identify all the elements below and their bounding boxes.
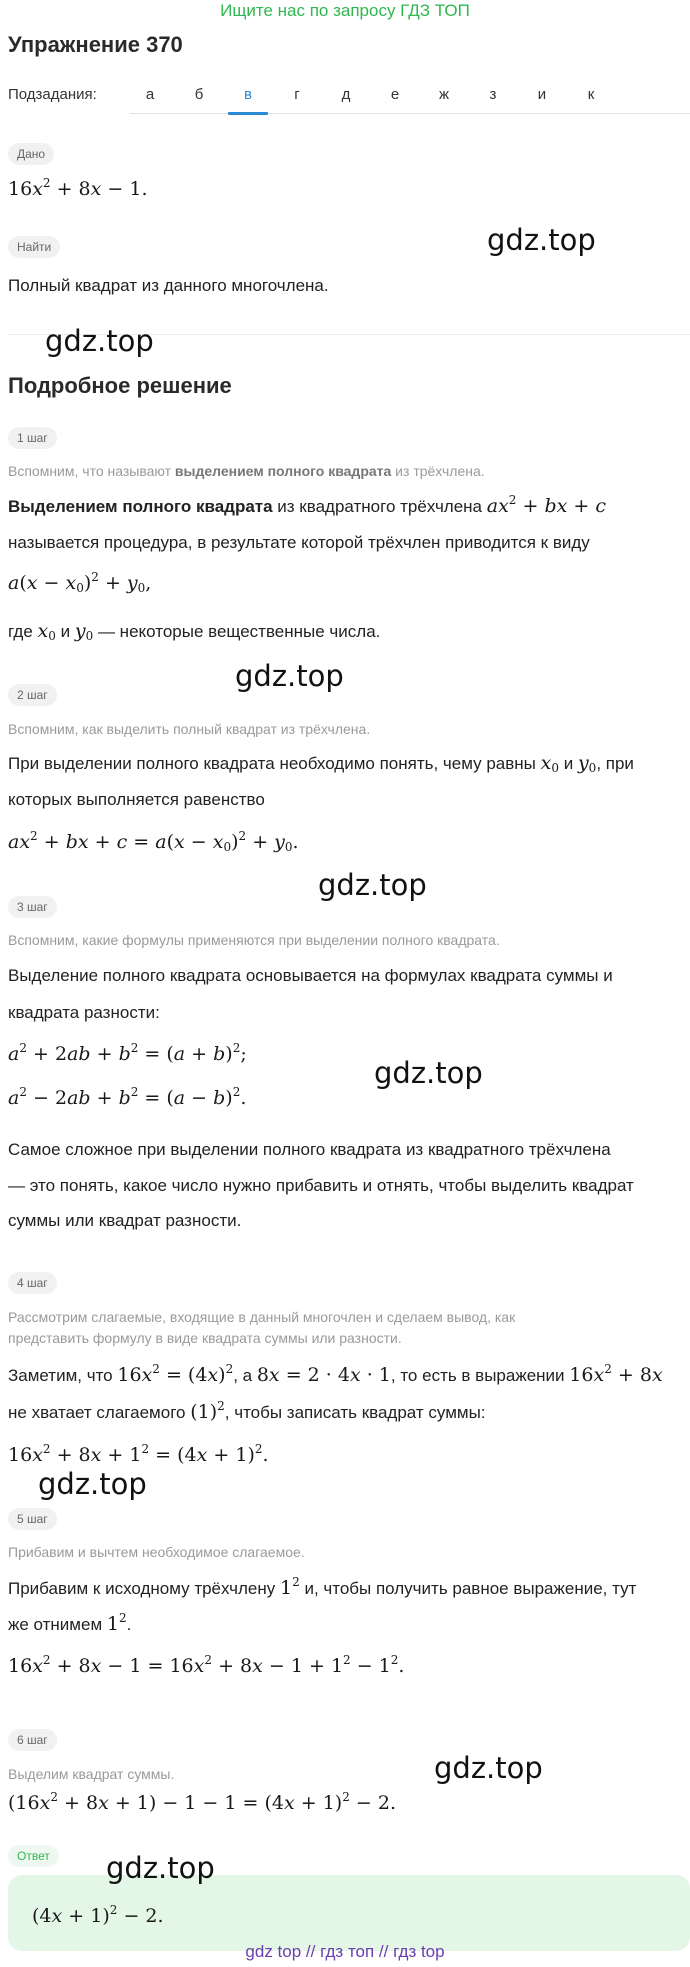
tab-b[interactable]: б bbox=[194, 86, 204, 103]
step-1-chip: 1 шаг bbox=[8, 427, 57, 449]
subtasks-label: Подзадания: bbox=[8, 86, 97, 103]
watermark-7: gdz.top bbox=[434, 1751, 543, 1785]
step-3-hint: Вспомним, какие формулы применяются при выделении полного квадрата. bbox=[8, 932, 500, 948]
step-3-chip-wrap bbox=[8, 896, 57, 918]
step-1-definition: Выделением полного квадрата из квадратного трёхчлена $ax^2$ + bx + c bbox=[8, 493, 606, 517]
watermark-4: gdz.top bbox=[318, 868, 427, 902]
answer-chip: Ответ bbox=[8, 1845, 59, 1867]
step-3-paragraph-5: суммы или квадрат разности. bbox=[8, 1211, 242, 1230]
tab-a[interactable]: а bbox=[145, 86, 155, 103]
step-2-chip-wrap bbox=[8, 684, 57, 706]
watermark-5: gdz.top bbox=[374, 1056, 483, 1090]
tab-z[interactable]: з bbox=[489, 86, 497, 103]
step-5-hint: Прибавим и вычтем необходимое слагаемое. bbox=[8, 1544, 305, 1560]
step-1-form: $a(x - x_0)^2 + y_0$, bbox=[8, 570, 152, 595]
step-5-paragraph-2: же отнимем $1^2$. bbox=[8, 1611, 132, 1635]
step-4-chip-wrap bbox=[8, 1272, 57, 1294]
answer-chip-wrap bbox=[8, 1845, 59, 1867]
watermark-3: gdz.top bbox=[235, 659, 344, 693]
step-5-equation: $16x^2 + 8x - 1 = 16x^2 + 8x - 1 + 1^2 - 1^2$. bbox=[8, 1653, 405, 1677]
step-5-chip: 5 шаг bbox=[8, 1508, 57, 1530]
given-block bbox=[8, 143, 54, 165]
watermark-1: gdz.top bbox=[487, 223, 596, 257]
step-2-hint: Вспомним, как выделить полный квадрат из трёхчлена. bbox=[8, 721, 371, 737]
answer-expression: $(4x + 1)^2 - 2$. bbox=[32, 1903, 164, 1927]
step-4-hint-2: представить формулу в виде квадрата суммы или разности. bbox=[8, 1330, 402, 1346]
square-of-sum-formula: $a^2 + 2ab + b^2 = (a + b)^2$; bbox=[8, 1041, 247, 1065]
tab-d[interactable]: д bbox=[341, 86, 351, 103]
tab-k[interactable]: к bbox=[587, 86, 595, 103]
solution-title: Подробное решение bbox=[8, 373, 232, 398]
subtask-tabs bbox=[130, 76, 690, 114]
active-tab-indicator bbox=[228, 112, 268, 115]
find-block bbox=[8, 236, 60, 258]
step-4-chip: 4 шаг bbox=[8, 1272, 57, 1294]
find-chip: Найти bbox=[8, 236, 60, 258]
tab-e[interactable]: е bbox=[390, 86, 400, 103]
tab-zh[interactable]: ж bbox=[438, 86, 450, 103]
step-1-procedure: называется процедура, в результате которой трёхчлен приводится к виду bbox=[8, 533, 590, 552]
search-banner: Ищите нас по запросу ГДЗ ТОП bbox=[220, 1, 470, 20]
tab-g[interactable]: г bbox=[294, 86, 300, 103]
step-3-paragraph-4: — это понять, какое число нужно прибавить и отнять, чтобы выделить квадрат bbox=[8, 1176, 634, 1195]
step-2-paragraph: При выделении полного квадрата необходимо понять, чему равны $x_0$ и $y_0$, при bbox=[8, 752, 634, 775]
step-6-chip: 6 шаг bbox=[8, 1729, 57, 1751]
given-expression: $16x^2 + 8x - 1$. bbox=[8, 176, 148, 200]
page-title: Упражнение 370 bbox=[8, 32, 183, 57]
tab-i[interactable]: и bbox=[537, 86, 547, 103]
watermark-6: gdz.top bbox=[38, 1467, 147, 1501]
step-1-chip-wrap bbox=[8, 427, 57, 449]
step-6-chip-wrap bbox=[8, 1729, 57, 1751]
step-5-paragraph-1: Прибавим к исходному трёхчлену $1^2$ и, чтобы получить равное выражение, тут bbox=[8, 1575, 637, 1599]
given-chip: Дано bbox=[8, 143, 54, 165]
step-4-equation: $16x^2 + 8x + 1^2 = (4x + 1)^2$. bbox=[8, 1442, 269, 1466]
step-4-paragraph-2: не хватает слагаемого $(1)^2$, чтобы записать квадрат суммы: bbox=[8, 1399, 486, 1423]
footer-links[interactable]: gdz top // гдз топ // гдз top bbox=[245, 1942, 445, 1961]
trinomial-formula: $ax^2$ + bx + c bbox=[486, 493, 606, 517]
step-6-equation: $(16x^2 + 8x + 1) - 1 - 1 = (4x + 1)^2 - 2$. bbox=[8, 1790, 396, 1814]
find-text: Полный квадрат из данного многочлена. bbox=[8, 276, 329, 295]
step-5-chip-wrap bbox=[8, 1508, 57, 1530]
step-6-hint: Выделим квадрат суммы. bbox=[8, 1766, 175, 1782]
step-4-hint-1: Рассмотрим слагаемые, входящие в данный многочлен и сделаем вывод, как bbox=[8, 1309, 516, 1325]
square-of-difference-formula: $a^2 - 2ab + b^2 = (a - b)^2$. bbox=[8, 1085, 247, 1109]
watermark-8: gdz.top bbox=[106, 1851, 215, 1885]
step-2-chip: 2 шаг bbox=[8, 684, 57, 706]
step-4-paragraph-1: Заметим, что $16x^2 = (4x)^2$, а 8x = 2 · 4x · 1, то есть в выражении $16x^2 + 8x$ bbox=[8, 1362, 663, 1386]
step-3-paragraph-3: Самое сложное при выделении полного квадрата из квадратного трёхчлена bbox=[8, 1140, 611, 1159]
step-2-paragraph-2: которых выполняется равенство bbox=[8, 790, 265, 809]
watermark-2: gdz.top bbox=[45, 324, 154, 358]
step-2-equality: $ax^2$ + bx + $c = a(x - x_0)^2 + y_0$. bbox=[8, 829, 299, 854]
step-1-hint: Вспомним, что называют выделением полного квадрата из трёхчлена. bbox=[8, 463, 485, 479]
step-1-where: где $x_0$ и $y_0$ — некоторые вещественные числа. bbox=[8, 620, 381, 643]
step-3-paragraph-1: Выделение полного квадрата основывается на формулах квадрата суммы и bbox=[8, 966, 613, 985]
step-3-paragraph-2: квадрата разности: bbox=[8, 1003, 160, 1022]
step-3-chip: 3 шаг bbox=[8, 896, 57, 918]
tab-v[interactable]: в bbox=[244, 86, 252, 103]
